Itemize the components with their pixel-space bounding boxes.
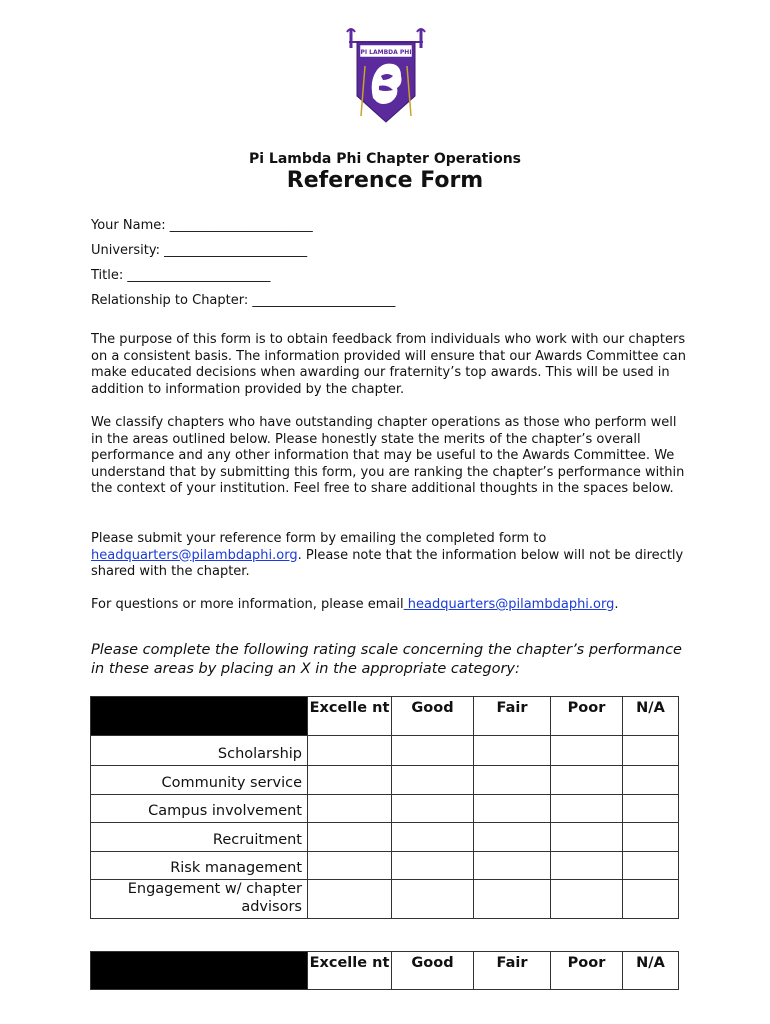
form-title: Reference Form xyxy=(286,168,484,193)
rating-cell[interactable] xyxy=(392,795,474,823)
rating-cell[interactable] xyxy=(551,736,623,766)
header-na: N/A xyxy=(623,697,679,736)
header-poor: Poor xyxy=(551,952,623,990)
row-label-community-service: Community service xyxy=(91,766,308,795)
rating-table xyxy=(90,696,679,919)
rating-cell[interactable] xyxy=(474,736,551,766)
rating-header-row-2 xyxy=(91,952,679,990)
header-excellent: Excelle nt xyxy=(308,952,392,990)
field-relationship[interactable]: Relationship to Chapter: ______________________ xyxy=(91,293,396,308)
field-your-name[interactable]: Your Name: ______________________ xyxy=(91,218,313,233)
header-fair: Fair xyxy=(474,952,551,990)
rating-cell[interactable] xyxy=(623,736,679,766)
rating-cell[interactable] xyxy=(308,766,392,795)
submit-email-link[interactable]: headquarters@pilambdaphi.org xyxy=(91,547,298,563)
rating-cell[interactable] xyxy=(551,852,623,880)
crest-banner-text: PI LAMBDA PHI xyxy=(360,49,412,56)
rating-cell[interactable] xyxy=(474,795,551,823)
rating-instructions: Please complete the following rating scale concerning the chapter’s performance in these areas by placing an X in the appropriate category: xyxy=(91,642,682,677)
rating-cell[interactable] xyxy=(474,766,551,795)
header-na: N/A xyxy=(623,952,679,990)
header-excellent: Excelle nt xyxy=(308,697,392,736)
rating-cell[interactable] xyxy=(308,852,392,880)
header-good: Good xyxy=(392,952,474,990)
table-row xyxy=(91,823,679,852)
field-university[interactable]: University: ______________________ xyxy=(91,243,308,258)
row-label-risk-management: Risk management xyxy=(91,852,308,880)
header-fair: Fair xyxy=(474,697,551,736)
rating-cell[interactable] xyxy=(308,795,392,823)
header-blank-cell xyxy=(91,952,308,990)
rating-cell[interactable] xyxy=(623,852,679,880)
rating-cell[interactable] xyxy=(551,795,623,823)
rating-cell[interactable] xyxy=(623,823,679,852)
header-good: Good xyxy=(392,697,474,736)
table-row xyxy=(91,795,679,823)
questions-paragraph: For questions or more information, please email headquarters@pilambdaphi.org. xyxy=(91,597,619,612)
field-title[interactable]: Title: ______________________ xyxy=(91,268,271,283)
rating-cell[interactable] xyxy=(623,880,679,919)
form-subtitle: Pi Lambda Phi Chapter Operations xyxy=(248,151,521,167)
table-row xyxy=(91,736,679,766)
rating-cell[interactable] xyxy=(308,736,392,766)
respondent-fields xyxy=(91,213,395,313)
table-row xyxy=(91,880,679,919)
classify-paragraph: We classify chapters who have outstanding chapter operations as those who perform well in the areas outlined below. Please honestly state the merits of the chapter’s overall performance and any other information that may be useful to the Awards Committee. We understand that by submitting this form, you are ranking the chapter’s performance within the context of your institution. Feel free to share additional thoughts in the spaces below. xyxy=(91,415,685,497)
rating-cell[interactable] xyxy=(392,880,474,919)
table-row xyxy=(91,766,679,795)
rating-cell[interactable] xyxy=(308,880,392,919)
header-blank-cell xyxy=(91,697,308,736)
rating-cell[interactable] xyxy=(392,852,474,880)
rating-cell[interactable] xyxy=(474,880,551,919)
rating-cell[interactable] xyxy=(623,766,679,795)
rating-cell[interactable] xyxy=(623,795,679,823)
rating-cell[interactable] xyxy=(551,880,623,919)
rating-header-row xyxy=(91,697,679,736)
rating-cell[interactable] xyxy=(392,736,474,766)
row-label-recruitment: Recruitment xyxy=(91,823,308,852)
questions-email-link[interactable]: headquarters@pilambdaphi.org xyxy=(403,597,615,612)
rating-cell[interactable] xyxy=(474,823,551,852)
row-label-scholarship: Scholarship xyxy=(91,736,308,766)
row-label-engagement-advisors: Engagement w/ chapter advisors xyxy=(91,880,308,919)
submit-paragraph: Please submit your reference form by emailing the completed form to headquarters@pilambdaphi.org. Please note that the information below will not be directly shared with the chapter. xyxy=(91,531,684,580)
purpose-paragraph: The purpose of this form is to obtain feedback from individuals who work with our chapters on a consistent basis. The information provided will ensure that our Awards Committee can make educated decisions when awarding our fraternity’s top awards. This will be used in addition to information provided by the chapter. xyxy=(91,332,686,397)
pi-lambda-phi-crest-logo xyxy=(343,26,429,126)
rating-table-2 xyxy=(90,951,679,990)
header-poor: Poor xyxy=(551,697,623,736)
row-label-campus-involvement: Campus involvement xyxy=(91,795,308,823)
rating-cell[interactable] xyxy=(551,823,623,852)
rating-cell[interactable] xyxy=(308,823,392,852)
rating-cell[interactable] xyxy=(392,766,474,795)
rating-cell[interactable] xyxy=(551,766,623,795)
rating-cell[interactable] xyxy=(392,823,474,852)
rating-cell[interactable] xyxy=(474,852,551,880)
table-row xyxy=(91,852,679,880)
